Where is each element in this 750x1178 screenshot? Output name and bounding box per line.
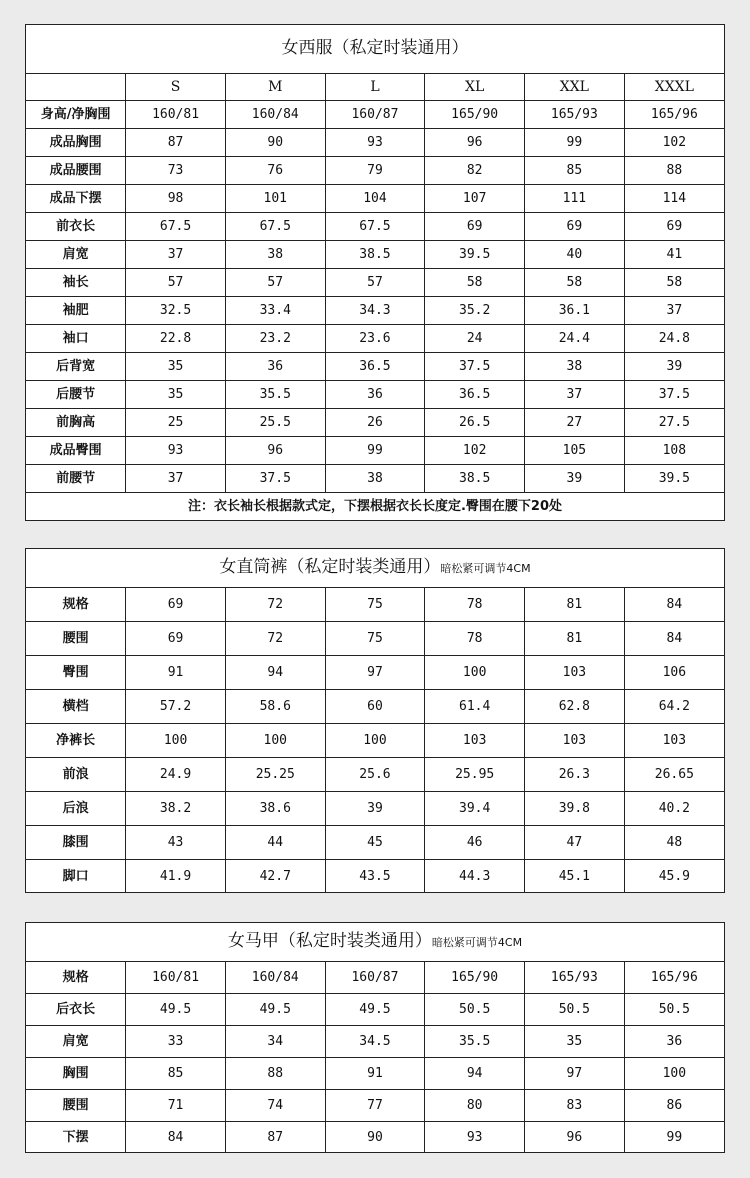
table-row: [26, 859, 724, 893]
table-row: [26, 757, 724, 791]
row-value: 105: [525, 436, 625, 464]
size-header-corner: [26, 73, 126, 100]
row-value: 69: [126, 587, 226, 621]
table-title: [26, 25, 724, 73]
row-value: 90: [225, 128, 325, 156]
row-label: 袖肥: [26, 296, 126, 324]
row-value: 67.5: [126, 212, 226, 240]
row-value: 88: [624, 156, 724, 184]
table-row: [26, 240, 724, 268]
row-value: 37: [624, 296, 724, 324]
row-value: 87: [126, 128, 226, 156]
row-value: 106: [624, 655, 724, 689]
row-value: 160/84: [225, 100, 325, 128]
table-row: [26, 352, 724, 380]
row-value: 114: [624, 184, 724, 212]
row-label: 前浪: [26, 757, 126, 791]
row-value: 98: [126, 184, 226, 212]
row-value: 100: [225, 723, 325, 757]
row-value: 101: [225, 184, 325, 212]
table-row: [26, 621, 724, 655]
row-value: 57: [126, 268, 226, 296]
row-value: 39.5: [624, 464, 724, 492]
row-value: 49.5: [325, 993, 425, 1025]
row-value: 41: [624, 240, 724, 268]
footnote-row: [26, 492, 724, 520]
row-value: 36: [225, 352, 325, 380]
row-value: 39: [624, 352, 724, 380]
row-value: 73: [126, 156, 226, 184]
row-value: 91: [325, 1057, 425, 1089]
row-value: 91: [126, 655, 226, 689]
row-value: 58: [624, 268, 724, 296]
row-value: 87: [225, 1121, 325, 1153]
table-title-text: 女西服（私定时装通用）: [281, 38, 469, 59]
row-value: 26.65: [624, 757, 724, 791]
row-value: 36.1: [525, 296, 625, 324]
row-value: 27: [525, 408, 625, 436]
row-value: 80: [425, 1089, 525, 1121]
row-label: 净裤长: [26, 723, 126, 757]
row-label: 腰围: [26, 1089, 126, 1121]
row-label: 规格: [26, 587, 126, 621]
row-value: 93: [425, 1121, 525, 1153]
row-label: 后浪: [26, 791, 126, 825]
row-value: 37: [126, 240, 226, 268]
row-value: 93: [126, 436, 226, 464]
row-value: 111: [525, 184, 625, 212]
row-value: 48: [624, 825, 724, 859]
row-label: 规格: [26, 961, 126, 993]
row-value: 96: [425, 128, 525, 156]
row-value: 160/87: [325, 100, 425, 128]
table-row: [26, 436, 724, 464]
row-label: 下摆: [26, 1121, 126, 1153]
row-value: 24.4: [525, 324, 625, 352]
row-value: 76: [225, 156, 325, 184]
row-value: 83: [525, 1089, 625, 1121]
table-row: [26, 961, 724, 993]
row-value: 160/81: [126, 100, 226, 128]
size-header: L: [325, 73, 425, 100]
row-label: 后衣长: [26, 993, 126, 1025]
row-value: 38.2: [126, 791, 226, 825]
row-value: 69: [126, 621, 226, 655]
table-row: [26, 1057, 724, 1089]
row-value: 39: [325, 791, 425, 825]
row-value: 99: [624, 1121, 724, 1153]
row-value: 58: [425, 268, 525, 296]
row-value: 25: [126, 408, 226, 436]
row-value: 49.5: [225, 993, 325, 1025]
row-value: 102: [624, 128, 724, 156]
row-value: 22.8: [126, 324, 226, 352]
row-value: 69: [425, 212, 525, 240]
row-value: 108: [624, 436, 724, 464]
row-value: 102: [425, 436, 525, 464]
row-value: 38: [325, 464, 425, 492]
row-value: 38.6: [225, 791, 325, 825]
row-value: 49.5: [126, 993, 226, 1025]
row-value: 40: [525, 240, 625, 268]
row-value: 60: [325, 689, 425, 723]
row-value: 46: [425, 825, 525, 859]
row-value: 39: [525, 464, 625, 492]
row-value: 96: [225, 436, 325, 464]
row-value: 69: [525, 212, 625, 240]
row-value: 36: [325, 380, 425, 408]
row-value: 104: [325, 184, 425, 212]
row-value: 44: [225, 825, 325, 859]
row-label: 臀围: [26, 655, 126, 689]
row-value: 35: [525, 1025, 625, 1057]
row-value: 41.9: [126, 859, 226, 893]
row-value: 100: [325, 723, 425, 757]
row-value: 35: [126, 352, 226, 380]
row-value: 33.4: [225, 296, 325, 324]
row-value: 26.3: [525, 757, 625, 791]
row-label: 成品胸围: [26, 128, 126, 156]
row-label: 肩宽: [26, 1025, 126, 1057]
table-title: [26, 923, 724, 961]
row-value: 78: [425, 587, 525, 621]
row-value: 103: [525, 723, 625, 757]
row-value: 97: [325, 655, 425, 689]
row-value: 165/90: [425, 961, 525, 993]
row-label: 胸围: [26, 1057, 126, 1089]
row-value: 25.25: [225, 757, 325, 791]
row-value: 67.5: [225, 212, 325, 240]
row-value: 86: [624, 1089, 724, 1121]
row-value: 71: [126, 1089, 226, 1121]
row-value: 58: [525, 268, 625, 296]
table-row: [26, 791, 724, 825]
row-value: 100: [425, 655, 525, 689]
table-row: [26, 1025, 724, 1057]
row-value: 103: [425, 723, 525, 757]
table-row: [26, 1089, 724, 1121]
row-value: 27.5: [624, 408, 724, 436]
row-value: 165/96: [624, 100, 724, 128]
row-value: 77: [325, 1089, 425, 1121]
row-value: 47: [525, 825, 625, 859]
row-value: 96: [525, 1121, 625, 1153]
table-row: [26, 156, 724, 184]
row-value: 25.6: [325, 757, 425, 791]
row-label: 横档: [26, 689, 126, 723]
row-value: 25.95: [425, 757, 525, 791]
table-row: [26, 324, 724, 352]
row-value: 37.5: [225, 464, 325, 492]
row-value: 35: [126, 380, 226, 408]
row-value: 39.5: [425, 240, 525, 268]
row-value: 23.6: [325, 324, 425, 352]
table-row: [26, 408, 724, 436]
row-label: 前腰节: [26, 464, 126, 492]
row-value: 26: [325, 408, 425, 436]
row-value: 84: [624, 587, 724, 621]
row-value: 35.5: [425, 1025, 525, 1057]
row-value: 34.5: [325, 1025, 425, 1057]
vest-size-table: [25, 922, 725, 1153]
table-title-text: 女马甲（私定时装类通用）: [227, 931, 432, 952]
row-value: 103: [525, 655, 625, 689]
row-value: 50.5: [525, 993, 625, 1025]
row-value: 44.3: [425, 859, 525, 893]
table-row: [26, 587, 724, 621]
table-row: [26, 723, 724, 757]
row-value: 100: [624, 1057, 724, 1089]
row-label: 脚口: [26, 859, 126, 893]
row-label: 袖长: [26, 268, 126, 296]
table-title: [26, 549, 724, 587]
table-title-row: [26, 923, 724, 961]
row-value: 38.5: [325, 240, 425, 268]
row-value: 37: [126, 464, 226, 492]
row-value: 58.6: [225, 689, 325, 723]
row-value: 45.1: [525, 859, 625, 893]
row-value: 61.4: [425, 689, 525, 723]
pants-size-table: [25, 548, 725, 893]
row-value: 94: [425, 1057, 525, 1089]
table-title-row: [26, 549, 724, 587]
size-header-row: [26, 73, 724, 100]
row-value: 36.5: [425, 380, 525, 408]
row-value: 26.5: [425, 408, 525, 436]
row-value: 94: [225, 655, 325, 689]
row-value: 25.5: [225, 408, 325, 436]
row-value: 62.8: [525, 689, 625, 723]
row-value: 34.3: [325, 296, 425, 324]
row-label: 膝围: [26, 825, 126, 859]
row-label: 成品下摆: [26, 184, 126, 212]
row-value: 57: [325, 268, 425, 296]
row-value: 38.5: [425, 464, 525, 492]
row-value: 160/87: [325, 961, 425, 993]
row-value: 97: [525, 1057, 625, 1089]
table-title-text: 女直筒裤（私定时装类通用）: [219, 557, 441, 578]
row-value: 45.9: [624, 859, 724, 893]
footnote: 注：衣长袖长根据款式定，下摆根据衣长长度定.臀围在腰下20处: [26, 492, 724, 520]
row-label: 袖口: [26, 324, 126, 352]
row-value: 37.5: [624, 380, 724, 408]
row-value: 38: [525, 352, 625, 380]
row-value: 72: [225, 621, 325, 655]
row-value: 165/90: [425, 100, 525, 128]
row-value: 82: [425, 156, 525, 184]
row-label: 身高/净胸围: [26, 100, 126, 128]
row-label: 后背宽: [26, 352, 126, 380]
row-value: 93: [325, 128, 425, 156]
row-value: 36: [624, 1025, 724, 1057]
row-value: 32.5: [126, 296, 226, 324]
row-value: 39.8: [525, 791, 625, 825]
row-label: 腰围: [26, 621, 126, 655]
row-value: 24.8: [624, 324, 724, 352]
row-label: 成品腰围: [26, 156, 126, 184]
suit-size-table: [25, 24, 725, 521]
row-value: 50.5: [624, 993, 724, 1025]
row-value: 78: [425, 621, 525, 655]
row-value: 165/96: [624, 961, 724, 993]
row-value: 37: [525, 380, 625, 408]
row-value: 99: [525, 128, 625, 156]
row-value: 57: [225, 268, 325, 296]
row-value: 24.9: [126, 757, 226, 791]
row-value: 85: [126, 1057, 226, 1089]
row-value: 39.4: [425, 791, 525, 825]
table-row: [26, 184, 724, 212]
row-value: 107: [425, 184, 525, 212]
row-value: 99: [325, 436, 425, 464]
size-header: XL: [425, 73, 525, 100]
row-value: 36.5: [325, 352, 425, 380]
row-value: 24: [425, 324, 525, 352]
table-title-note: 暗松紧可调节4CM: [440, 562, 531, 576]
row-value: 35.5: [225, 380, 325, 408]
row-value: 43: [126, 825, 226, 859]
table-row: [26, 464, 724, 492]
table-row: [26, 212, 724, 240]
row-value: 85: [525, 156, 625, 184]
row-value: 160/81: [126, 961, 226, 993]
row-value: 74: [225, 1089, 325, 1121]
table-row: [26, 655, 724, 689]
row-value: 45: [325, 825, 425, 859]
row-value: 100: [126, 723, 226, 757]
row-value: 81: [525, 587, 625, 621]
row-value: 90: [325, 1121, 425, 1153]
row-value: 160/84: [225, 961, 325, 993]
row-label: 后腰节: [26, 380, 126, 408]
row-value: 103: [624, 723, 724, 757]
table-row: [26, 689, 724, 723]
row-value: 75: [325, 621, 425, 655]
row-value: 84: [126, 1121, 226, 1153]
row-value: 57.2: [126, 689, 226, 723]
row-value: 23.2: [225, 324, 325, 352]
row-value: 88: [225, 1057, 325, 1089]
row-value: 79: [325, 156, 425, 184]
table-row: [26, 128, 724, 156]
size-header: XXL: [525, 73, 625, 100]
row-value: 34: [225, 1025, 325, 1057]
table-title-row: [26, 25, 724, 73]
row-label: 成品臀围: [26, 436, 126, 464]
table-title-note: 暗松紧可调节4CM: [431, 936, 523, 950]
table-row: [26, 1121, 724, 1153]
row-label: 前胸高: [26, 408, 126, 436]
row-value: 72: [225, 587, 325, 621]
row-value: 42.7: [225, 859, 325, 893]
table-row: [26, 993, 724, 1025]
row-value: 67.5: [325, 212, 425, 240]
row-value: 81: [525, 621, 625, 655]
row-value: 75: [325, 587, 425, 621]
table-row: [26, 825, 724, 859]
table-row: [26, 268, 724, 296]
row-value: 84: [624, 621, 724, 655]
table-row: [26, 296, 724, 324]
row-value: 69: [624, 212, 724, 240]
row-value: 35.2: [425, 296, 525, 324]
row-value: 64.2: [624, 689, 724, 723]
size-header: S: [126, 73, 226, 100]
table-row: [26, 100, 724, 128]
row-value: 165/93: [525, 100, 625, 128]
row-value: 37.5: [425, 352, 525, 380]
size-header: XXXL: [624, 73, 724, 100]
size-header: M: [225, 73, 325, 100]
row-value: 43.5: [325, 859, 425, 893]
table-row: [26, 380, 724, 408]
row-value: 38: [225, 240, 325, 268]
row-label: 肩宽: [26, 240, 126, 268]
row-value: 33: [126, 1025, 226, 1057]
row-value: 50.5: [425, 993, 525, 1025]
row-value: 40.2: [624, 791, 724, 825]
row-value: 165/93: [525, 961, 625, 993]
row-label: 前衣长: [26, 212, 126, 240]
